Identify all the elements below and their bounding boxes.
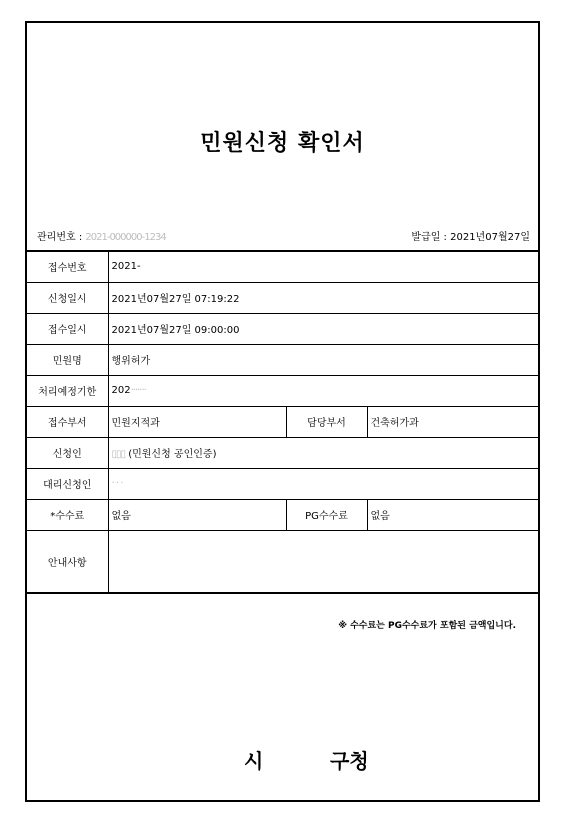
table-row [27,251,540,282]
deadline-label: 처리예정기한 [27,375,108,406]
applicant-redacted: ▯▯▯ [111,449,126,460]
dept-value: 민원지적과 [108,406,286,437]
table-row [27,375,540,406]
dept-label: 접수부서 [27,406,108,437]
apply-datetime-value: 2021년07월27일 07:19:22 [108,282,540,313]
deadline-value [108,375,540,406]
table-row [27,344,540,375]
management-number [37,228,166,243]
charge-dept-value: 건축허가과 [367,406,540,437]
management-number-label: 관리번호 : [37,232,83,243]
table-row [27,499,540,530]
table-row [27,468,540,499]
issue-date [411,228,530,243]
receipt-datetime-label: 접수일시 [27,313,108,344]
proxy-redacted: · · · [111,478,123,489]
apply-datetime-label: 신청일시 [27,282,108,313]
proxy-value [108,468,540,499]
petition-info-table [27,250,540,594]
issue-date-value: 2021년07월27일 [450,232,530,243]
table-row [27,530,540,593]
issue-date-label: 발급일 : [411,232,447,243]
office-name-prefix: 시 [244,749,264,773]
management-number-value: 2021-000000-1234 [85,232,166,243]
table-row [27,437,540,468]
fee-label: *수수료 [27,499,108,530]
table-row [27,313,540,344]
receipt-number-label: 접수번호 [27,251,108,282]
receipt-datetime-value: 2021년07월27일 09:00:00 [108,313,540,344]
deadline-redacted: ······· [130,385,146,396]
pg-fee-value: 없음 [367,499,540,530]
fee-value: 없음 [108,499,286,530]
deadline-text: 202 [111,385,131,396]
office-name-suffix: 구청 [330,749,369,773]
applicant-value [108,437,540,468]
receipt-number-value: 2021- [108,251,540,282]
petition-name-value: 행위허가 [108,344,540,375]
petition-name-label: 민원명 [27,344,108,375]
fee-footnote: ※ 수수료는 PG수수료가 포함된 금액입니다. [338,621,516,631]
guidance-label: 안내사항 [27,530,108,593]
document-title: 민원신청 확인서 [200,131,365,156]
applicant-label: 신청인 [27,437,108,468]
proxy-label: 대리신청인 [27,468,108,499]
pg-fee-label: PG수수료 [286,499,367,530]
table-row [27,282,540,313]
applicant-text: (민원신청 공인인증) [128,449,217,460]
table-row [27,406,540,437]
charge-dept-label: 담당부서 [286,406,367,437]
guidance-value [108,530,540,593]
document-frame [25,21,540,802]
